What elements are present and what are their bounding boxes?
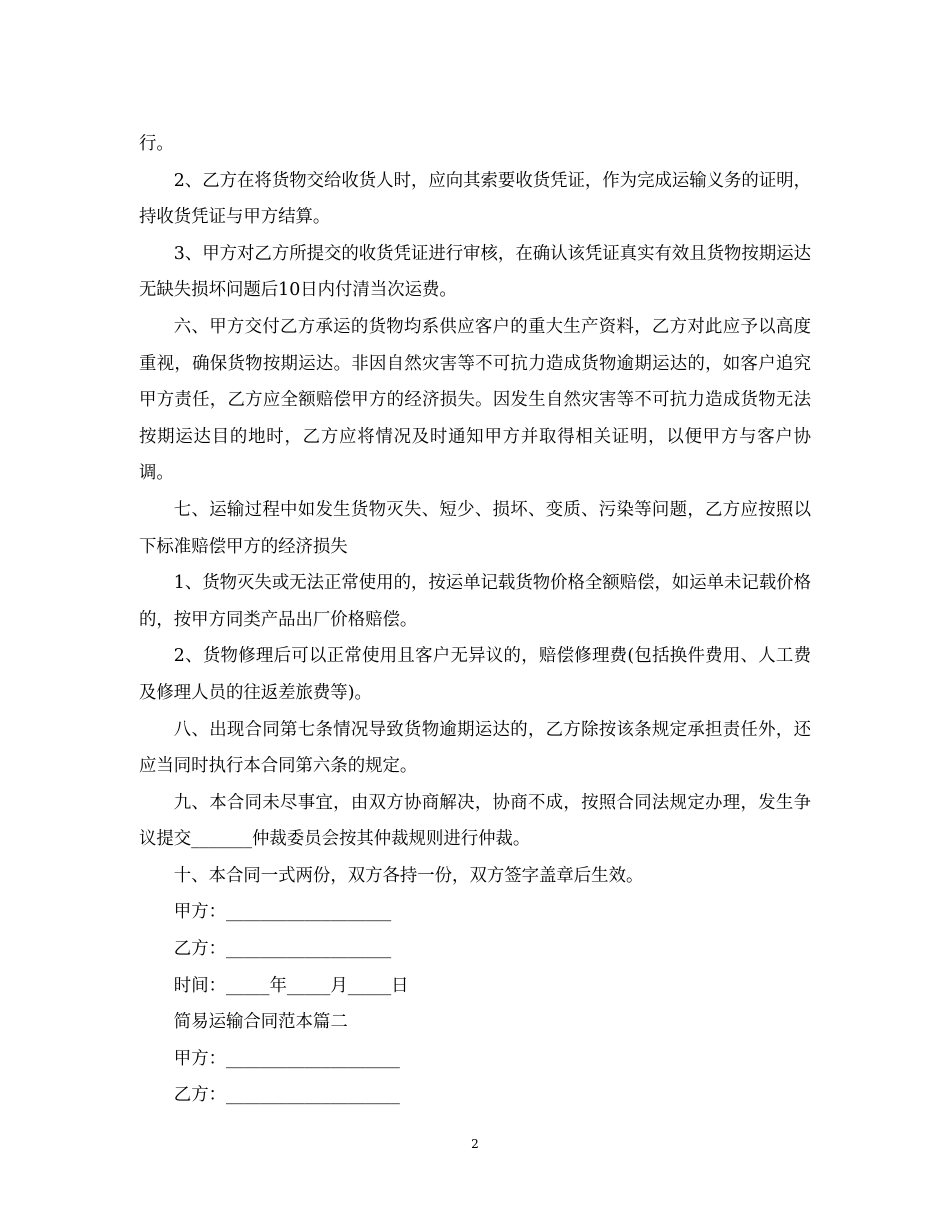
- paragraph-clause-3-review: 3、甲方对乙方所提交的收货凭证进行审核，在确认该凭证真实有效且货物按期运达无缺失损坏问题后10日内付清当次运费。: [139, 243, 811, 301]
- paragraph-article-8: 八、出现合同第七条情况导致货物逾期运达的，乙方除按该条规定承担责任外，还应当同时执行本合同第六条的规定。: [139, 719, 811, 777]
- paragraph-article-10: 十、本合同一式两份，双方各持一份，双方签字盖章后生效。: [173, 865, 644, 886]
- paragraph-article-7-item-2: 2、货物修理后可以正常使用且客户无异议的，赔偿修理费(包括换件费用、人工费及修理人员的往返差旅费等)。: [139, 646, 811, 703]
- template-2-party-b: 乙方：____________________: [173, 1085, 400, 1106]
- paragraph-clause-2-receipt: 2、乙方在将货物交给收货人时，应向其索要收货凭证，作为完成运输义务的证明，持收货凭证与甲方结算。: [139, 170, 811, 228]
- signature-date: 时间：_____年_____月_____日: [173, 975, 409, 996]
- section-title-template-2: 简易运输合同范本篇二: [173, 1012, 348, 1033]
- paragraph-continuation: 行。: [139, 134, 174, 154]
- paragraph-article-6: 六、甲方交付乙方承运的货物均系供应客户的重大生产资料，乙方对此应予以高度重视，确保货物按期运达。非因自然灾害等不可抗力造成货物逾期运达的，如客户追究甲方责任，乙方应全额赔偿甲方的经济损失。因发生自然灾害等不可抗力造成货物无法按期运达目的地时，乙方应将情况及时通知甲方并取得相关证明，以便甲方与客户协调。: [139, 316, 811, 484]
- document-body: [139, 126, 811, 1114]
- template-2-party-a: 甲方：____________________: [173, 1048, 400, 1069]
- page-number: 2: [471, 1137, 479, 1151]
- paragraph-article-9: 九、本合同未尽事宜，由双方协商解决，协商不成，按照合同法规定办理，发生争议提交_______仲裁委员会按其仲裁规则进行仲裁。: [139, 792, 811, 850]
- signature-party-b: 乙方：___________________: [173, 939, 392, 960]
- paragraph-article-7-item-1: 1、货物灭失或无法正常使用的，按运单记载货物价格全额赔偿，如运单未记载价格的，按甲方同类产品出厂价格赔偿。: [139, 573, 811, 630]
- signature-party-a: 甲方：___________________: [173, 902, 392, 923]
- paragraph-article-7: 七、运输过程中如发生货物灭失、短少、损坏、变质、污染等问题，乙方应按照以下标准赔偿甲方的经济损失: [139, 499, 811, 557]
